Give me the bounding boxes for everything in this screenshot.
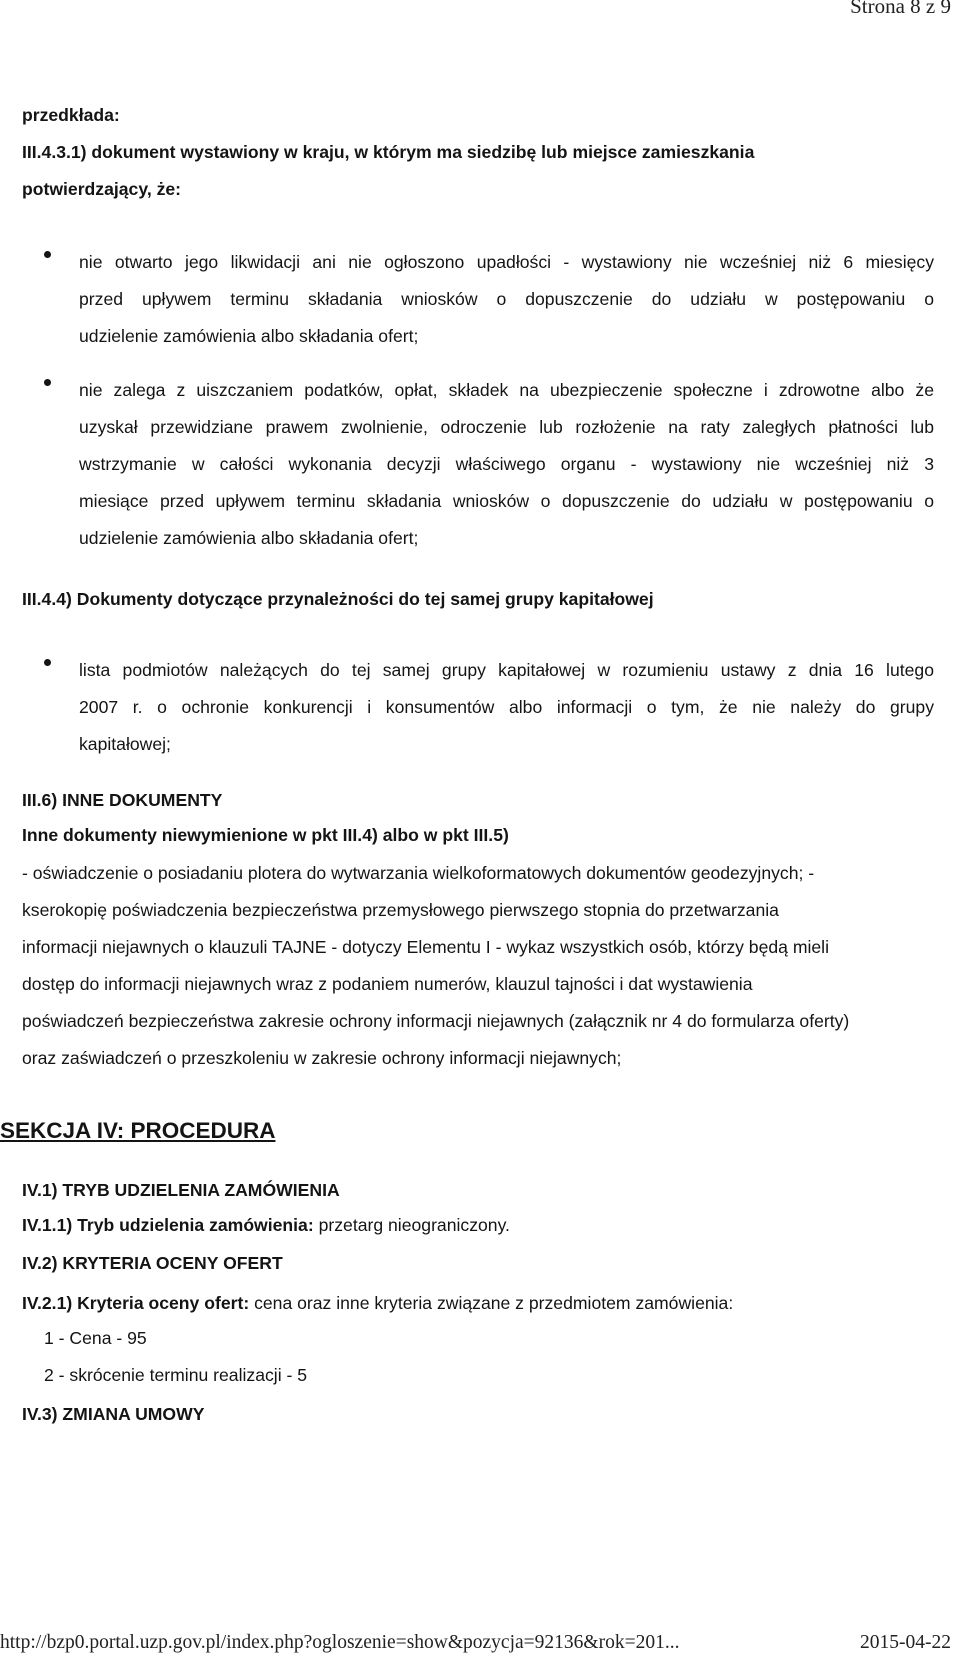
paragraph-line: - oświadczenie o posiadaniu plotera do wytwarzania wielkoformatowych dokumentów geodezyjnych; - — [22, 863, 815, 883]
bullet-dot-icon — [44, 659, 51, 666]
label-przedklada: przedkłada: — [22, 105, 120, 125]
bullet-text — [79, 372, 934, 557]
bullet-line: 2007 r. o ochronie konkurencji i konsumentów albo informacji o tym, że nie należy do grupy — [79, 697, 934, 717]
bullet-line: wstrzymanie w całości wykonania decyzji właściwego organu - wystawiony nie wcześniej niż 3 — [79, 454, 934, 474]
bullet-dot-icon — [44, 251, 51, 258]
label-iv-2-1: IV.2.1) Kryteria oceny ofert: — [22, 1293, 250, 1313]
row-iv-2-1 — [22, 1292, 733, 1314]
footer-date: 2015-04-22 — [860, 1632, 951, 1653]
bullet-text — [79, 652, 934, 763]
paragraph-line: poświadczeń bezpieczeństwa zakresie ochrony informacji niejawnych (załącznik nr 4 do formularza oferty) — [22, 1011, 850, 1031]
heading-iv-1: IV.1) TRYB UDZIELENIA ZAMÓWIENIA — [22, 1180, 340, 1200]
heading-iii-4-3-1-line1: III.4.3.1) dokument wystawiony w kraju, w którym ma siedzibę lub miejsce zamieszkania — [22, 142, 755, 162]
heading-iii-4-4: III.4.4) Dokumenty dotyczące przynależności do tej samej grupy kapitałowej — [22, 589, 654, 609]
heading-iv-3: IV.3) ZMIANA UMOWY — [22, 1404, 205, 1424]
paragraph-line: oraz zaświadczeń o przeszkoleniu w zakresie ochrony informacji niejawnych; — [22, 1048, 622, 1068]
bullet-line: uzyskał przewidziane prawem zwolnienie, odroczenie lub rozłożenie na raty zaległych płatności lub — [79, 417, 934, 437]
paragraph-line: kserokopię poświadczenia bezpieczeństwa przemysłowego pierwszego stopnia do przetwarzania — [22, 900, 779, 920]
bullet-line: nie zalega z uiszczaniem podatków, opłat, składek na ubezpieczenie społeczne i zdrowotne albo że — [79, 380, 934, 400]
paragraph-line: informacji niejawnych o klauzuli TAJNE - dotyczy Elementu I - wykaz wszystkich osób, którzy będą mieli — [22, 937, 829, 957]
bullet-line: nie otwarto jego likwidacji ani nie ogłoszono upadłości - wystawiony nie wcześniej niż 6 miesięcy — [79, 252, 934, 272]
bullet-line: udzielenie zamówienia albo składania ofert; — [79, 528, 419, 548]
criterion-item: 1 - Cena - 95 — [44, 1328, 147, 1348]
heading-iii-6: III.6) INNE DOKUMENTY — [22, 790, 223, 810]
subheading-inne-dokumenty: Inne dokumenty niewymienione w pkt III.4) albo w pkt III.5) — [22, 825, 509, 845]
bullet-text — [79, 244, 934, 355]
bullet-line: przed upływem terminu składania wniosków o dopuszczenie do udziału w postępowaniu o — [79, 289, 934, 309]
bullet-line: udzielenie zamówienia albo składania ofert; — [79, 326, 419, 346]
bullet-dot-icon — [44, 379, 51, 386]
heading-iv-2: IV.2) KRYTERIA OCENY OFERT — [22, 1253, 283, 1273]
page-number: Strona 8 z 9 — [850, 0, 951, 18]
row-iv-1-1 — [22, 1214, 510, 1236]
section-title-iv: SEKCJA IV: PROCEDURA — [0, 1118, 276, 1143]
bullet-line: miesiące przed upływem terminu składania wniosków o dopuszczenie do udziału w postępowaniu o — [79, 491, 934, 511]
criterion-item: 2 - skrócenie terminu realizacji - 5 — [44, 1365, 308, 1385]
value-iv-2-1: cena oraz inne kryteria związane z przedmiotem zamówienia: — [249, 1293, 734, 1313]
bullet-line: kapitałowej; — [79, 734, 171, 754]
value-iv-1-1: przetarg nieograniczony. — [313, 1215, 510, 1235]
label-iv-1-1: IV.1.1) Tryb udzielenia zamówienia: — [22, 1215, 314, 1235]
paragraph-line: dostęp do informacji niejawnych wraz z podaniem numerów, klauzul tajności i dat wystawienia — [22, 974, 753, 994]
bullet-line: lista podmiotów należących do tej samej grupy kapitałowej w rozumieniu ustawy z dnia 16 lutego — [79, 660, 934, 680]
footer-url: http://bzp0.portal.uzp.gov.pl/index.php?ogloszenie=show&pozycja=92136&rok=201... — [0, 1632, 680, 1653]
heading-iii-4-3-1-line2: potwierdzający, że: — [22, 179, 182, 199]
